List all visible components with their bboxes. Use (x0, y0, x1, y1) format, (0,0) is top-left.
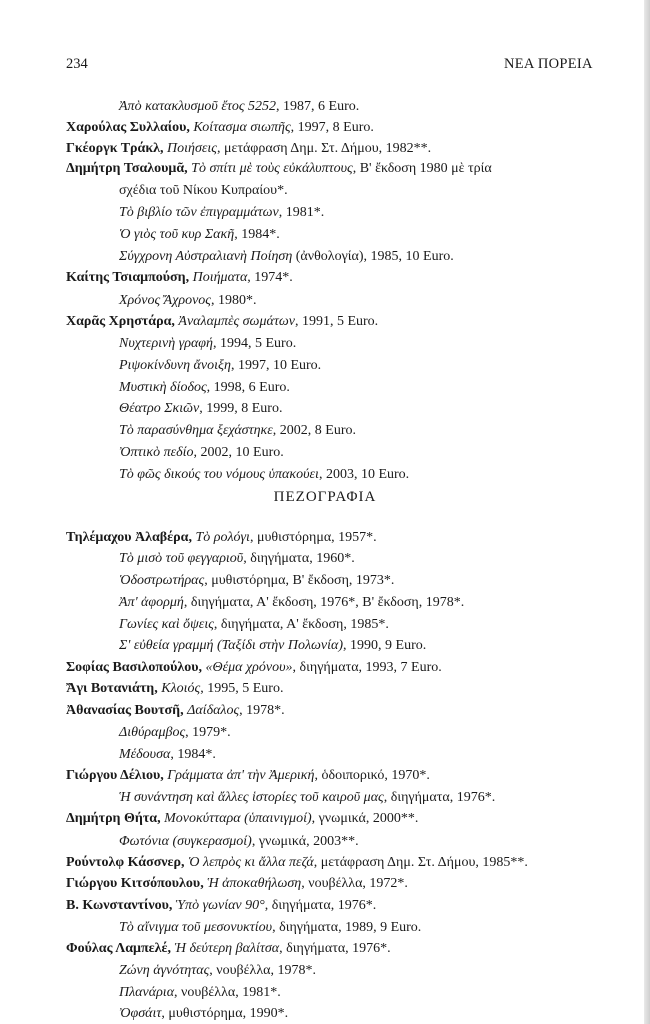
bibliography-entry (119, 572, 394, 590)
work-title: Ἀπὸ κατακλυσμοῦ ἔτος 5252 (119, 99, 277, 114)
bibliography-entry (119, 962, 316, 980)
bibliography-entry (119, 637, 426, 655)
work-title: Τὸ φῶς δικούς του νόμους ὑπακούει (119, 467, 319, 482)
bibliography-entry (119, 919, 421, 937)
bibliography-entry (66, 269, 293, 287)
work-title: Νυχτερινὴ γραφή (119, 336, 213, 351)
work-details: , 1987, 6 Euro. (276, 99, 360, 114)
work-title: Φωτόνια (συγκερασμοί) (119, 834, 252, 849)
work-title: Τὸ αἴνιγμα τοῦ μεσονυκτίου (119, 920, 273, 935)
work-details: , νουβέλλα, 1978*. (209, 963, 316, 978)
author-name: Χαρᾶς Χρηστάρα, (66, 314, 175, 329)
bibliography-entry (66, 680, 283, 698)
bibliography-entry (66, 529, 377, 547)
work-details: , μετάφραση Δημ. Στ. Δήμου, 1985**. (313, 855, 528, 870)
bibliography-entry (66, 160, 492, 178)
work-details: , 1997, 8 Euro. (290, 120, 374, 135)
work-details: , γνωμικά, 2003**. (251, 834, 359, 849)
work-title: Πλανάρια (119, 985, 175, 1000)
author-name: Β. Κωνσταντίνου, (66, 898, 173, 913)
work-details: , γνωμικά, 2000**. (311, 811, 419, 826)
bibliography-entry (119, 789, 495, 807)
work-details: , 2002, 8 Euro. (272, 423, 356, 438)
bibliography-entry (119, 226, 280, 244)
work-title: Ὑπὸ γωνίαν 90° (175, 898, 265, 913)
page-number: 234 (66, 56, 88, 72)
bibliography-entry (119, 204, 324, 222)
author-name: Ἄγι Βοτανιάτη, (66, 681, 158, 696)
author-name: Τηλέμαχου Ἀλαβέρα, (66, 530, 192, 545)
work-details: , Β' ἔκδοση 1980 μὲ τρία (352, 161, 492, 176)
author-name: Γιώργου Δέλιου, (66, 768, 164, 783)
bibliography-entry (119, 724, 231, 742)
bibliography-entry (119, 292, 257, 310)
work-details: , 1978*. (239, 703, 285, 718)
work-details: , μυθιστόρημα, 1957*. (249, 530, 377, 545)
work-details: , ὁδοιπορικό, 1970*. (314, 768, 430, 783)
running-head: ΝΕΑ ΠΟΡΕΙΑ (504, 56, 593, 72)
work-title: Ἡ ἀποκαθήλωση (207, 876, 302, 891)
work-title: Διθύραμβος (119, 725, 186, 740)
bibliography-entry (119, 466, 409, 484)
work-details: , μετάφραση Δημ. Στ. Δήμου, 1982**. (216, 141, 432, 156)
bibliography-entry (119, 248, 454, 266)
bibliography-entry (119, 357, 321, 375)
author-name: Ρούντολφ Κάσσνερ, (66, 855, 185, 870)
work-title: Ὀπτικὸ πεδίο (119, 445, 194, 460)
work-title: Ἀναλαμπὲς σωμάτων (178, 314, 295, 329)
work-title: Δαίδαλος (187, 703, 240, 718)
work-details: , διηγήματα, 1989, 9 Euro. (272, 920, 422, 935)
work-title: Κλοιός (161, 681, 201, 696)
work-details: , διηγήματα, 1976*. (264, 898, 377, 913)
author-name: Δημήτρη Θήτα, (66, 811, 161, 826)
work-details: , 1979*. (185, 725, 231, 740)
bibliography-entry-continuation (119, 182, 288, 200)
work-title: Ποιήσεις (167, 141, 217, 156)
work-title: Σ' εὐθεία γραμμή (Ταξίδι στὴν Πολωνία) (119, 638, 344, 653)
bibliography-entry (119, 400, 282, 418)
work-details: , 1994, 5 Euro. (213, 336, 297, 351)
work-title: Γράμματα ἀπ' τὴν Ἀμερική (167, 768, 315, 783)
bibliography-entry (66, 313, 378, 331)
bibliography-entry (66, 940, 391, 958)
author-name: Ἀθανασίας Βουτσῆ, (66, 703, 184, 718)
work-details: , 1991, 5 Euro. (294, 314, 379, 329)
bibliography-entry (119, 335, 296, 353)
work-title: Ριψοκίνδυνη ἄνοιξη (119, 358, 231, 373)
bibliography-entry (119, 746, 216, 764)
section-heading: ΠΕΖΟΓΡΑΦΙΑ (273, 489, 377, 505)
work-title: Μυστικὴ δίοδος (119, 380, 207, 395)
bibliography-entry (119, 550, 355, 568)
work-title: Θέατρο Σκιῶν (119, 401, 200, 416)
work-details: , 1984*. (170, 747, 216, 762)
work-details: , διηγήματα, 1960*. (243, 551, 355, 566)
work-title: Τὸ ρολόγι (195, 530, 250, 545)
bibliography-entry (66, 810, 418, 828)
work-details: , 2002, 10 Euro. (193, 445, 284, 460)
author-name: Φούλας Λαμπελέ, (66, 941, 171, 956)
work-details: , νουβέλλα, 1981*. (174, 985, 281, 1000)
work-title: Ἀπ' ἀφορμή (119, 595, 184, 610)
work-details: , διηγήματα, 1976*. (383, 790, 496, 805)
work-title: «Θέμα χρόνου» (205, 660, 293, 675)
work-details: σχέδια τοῦ Νίκου Κυπραίου*. (119, 183, 288, 198)
work-details: , μυθιστόρημα, Β' ἔκδοση, 1973*. (204, 573, 395, 588)
work-title: Ὁδοστρωτήρας (119, 573, 205, 588)
work-details: , 1995, 5 Euro. (200, 681, 284, 696)
work-title: Χρόνος Ἄχρονος (119, 293, 211, 308)
work-title: Ποιήματα (192, 270, 248, 285)
author-name: Γιώργου Κιτσόπουλου, (66, 876, 204, 891)
bibliography-entry (119, 833, 359, 851)
work-title: Τὸ παρασύνθημα ξεχάστηκε (119, 423, 273, 438)
work-details: , 1974*. (247, 270, 293, 285)
bibliography-entry (66, 897, 376, 915)
bibliography-entry (66, 659, 442, 677)
work-details: , 1990, 9 Euro. (343, 638, 427, 653)
work-title: Ἡ συνάντηση καὶ ἄλλες ἱστορίες τοῦ καιροῦ μας (119, 790, 384, 805)
bibliography-entry (66, 140, 431, 158)
work-details: , διηγήματα, 1976*. (279, 941, 391, 956)
work-details: , διηγήματα, Α' ἔκδοση, 1976*, Β' ἔκδοση, 1978*. (183, 595, 465, 610)
bibliography-entry (119, 444, 284, 462)
bibliography-entry (66, 854, 528, 872)
work-details: , 1981*. (278, 205, 325, 220)
work-details: , διηγήματα, 1993, 7 Euro. (292, 660, 442, 675)
work-details: , 1997, 10 Euro. (230, 358, 322, 373)
work-title: Τὸ σπίτι μὲ τοὺς εὐκάλυπτους (191, 161, 353, 176)
work-title: Ὁ γιὸς τοῦ κυρ Σακῆ (119, 227, 235, 242)
work-title: Μονοκύτταρα (ὑπαινιγμοί) (164, 811, 312, 826)
work-details: , 1980*. (211, 293, 257, 308)
work-title: Μέδουσα (119, 747, 171, 762)
bibliography-entry (119, 1005, 288, 1023)
bibliography-entry (119, 422, 356, 440)
author-name: Χαρούλας Συλλαίου, (66, 120, 190, 135)
bibliography-entry (66, 767, 430, 785)
work-details: (ἀνθολογία), 1985, 10 Euro. (292, 249, 454, 264)
work-details: , διηγήματα, Α' ἔκδοση, 1985*. (213, 617, 389, 632)
work-title: Ζώνη ἁγνότητας (119, 963, 210, 978)
work-title: Ὀφσάιτ (119, 1006, 162, 1021)
work-title: Ἡ δεύτερη βαλίτσα (174, 941, 280, 956)
work-details: , 1999, 8 Euro. (199, 401, 283, 416)
work-title: Τὸ βιβλίο τῶν ἐπιγραμμάτων (119, 205, 279, 220)
work-details: , 2003, 10 Euro. (318, 467, 410, 482)
bibliography-entry (119, 379, 290, 397)
scan-edge (644, 0, 650, 1024)
work-details: , 1984*. (234, 227, 280, 242)
bibliography-entry (119, 594, 464, 612)
work-title: Ὁ λεπρὸς κι ἄλλα πεζά (188, 855, 314, 870)
bibliography-entry (119, 98, 359, 116)
work-details: , νουβέλλα, 1972*. (301, 876, 408, 891)
bibliography-entry (66, 702, 285, 720)
bibliography-entry (119, 616, 389, 634)
author-name: Σοφίας Βασιλοπούλου, (66, 660, 203, 675)
author-name: Καίτης Τσιαμπούση, (66, 270, 190, 285)
work-title: Κοίτασμα σιωπῆς (193, 120, 291, 135)
work-title: Γωνίες καὶ ὄψεις (119, 617, 214, 632)
work-details: , μυθιστόρημα, 1990*. (161, 1006, 289, 1021)
bibliography-entry (119, 984, 281, 1002)
author-name: Γκέοργκ Τράκλ, (66, 141, 164, 156)
bibliography-entry (66, 119, 374, 137)
work-title: Σύγχρονη Αὐστραλιανὴ Ποίηση (119, 249, 293, 264)
bibliography-entry (66, 875, 408, 893)
work-details: , 1998, 6 Euro. (206, 380, 290, 395)
work-title: Τὸ μισὸ τοῦ φεγγαριοῦ (119, 551, 244, 566)
author-name: Δημήτρη Τσαλουμᾶ, (66, 161, 188, 176)
